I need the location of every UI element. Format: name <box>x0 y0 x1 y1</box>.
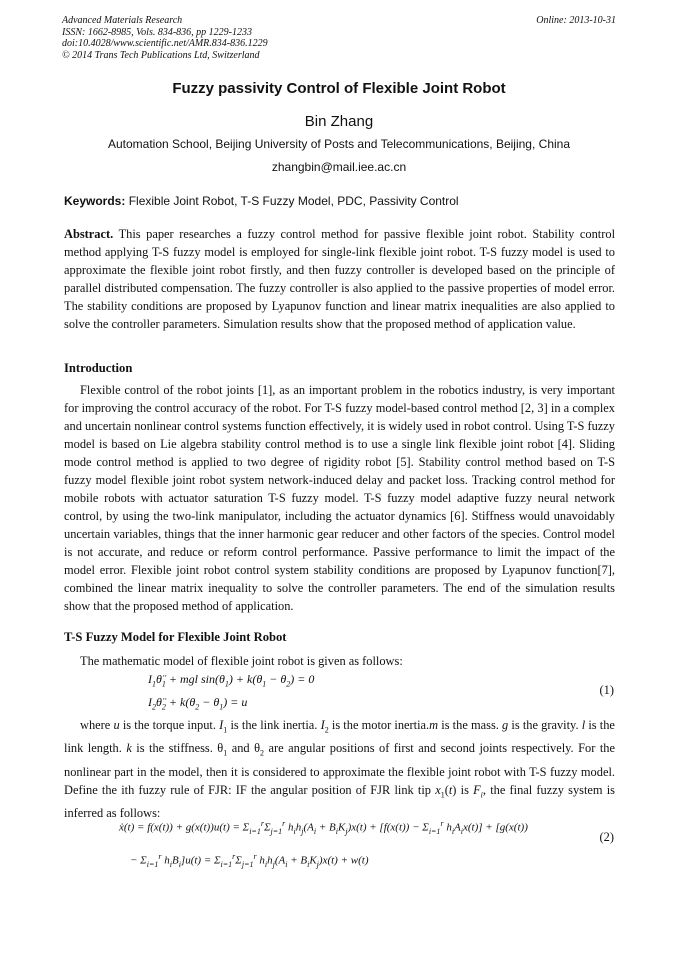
equation-1-line-2: $I_2\thetä_2 + k(\theta_2 - \theta_1) = u$ <box>148 695 248 712</box>
copyright-line: © 2014 Trans Tech Publications Ltd, Switzerland <box>62 49 260 61</box>
introduction-heading: Introduction <box>64 361 133 375</box>
section-heading-ts-fuzzy: T-S Fuzzy Model for Flexible Joint Robot <box>64 630 287 644</box>
paper-title: Fuzzy passivity Control of Flexible Joint Robot <box>172 80 506 97</box>
journal-name: Advanced Materials Research <box>62 15 183 26</box>
introduction-text: Flexible control of the robot joints [1], as an important problem in the robotics industry, is very important for improving the control accuracy of the robot. For T-S fuzzy model-based control method [2, 3] in a complex and uncertain nonlinear control systems function effectively, it is widely used in robot control. Using T-S fuzzy model is based on Lie algebra stability control method is to use a single link flexible joint robot [4]. Sliding mode control method is applied to two degree of rigidity robot [5]. Stability control method based on T-S fuzzy model flexible joint robot system network-induced delay and packet loss. Tracking control method for mobile robots with actuator saturation T-S fuzzy model. T-S fuzzy model adaptive fuzzy neural network control, by using the two-link manipulator, including the actuator dynamics [6]. Stiffness would unavoidably uncertain variables, things that the inner harmonic gear reducer and other factors of the species. Control model is not accurate, and reduce or reform control performance. Passive performance to limit the impact of the model error. Flexible joint robot control system stability conditions are proposed by Lyapunov function[7], combined the linear matrix inequality to solve the controller parameters. The end of the simulation results show that the proposed method of application. <box>64 383 615 613</box>
abstract-label: Abstract. <box>64 227 114 241</box>
section-intro-text: The mathematic model of flexible joint robot is given as follows: <box>80 654 403 668</box>
equation-2-number: (2) <box>599 830 614 844</box>
author-name: Bin Zhang <box>304 113 374 130</box>
doi-line: doi:10.4028/www.scientific.net/AMR.834-836.1229 <box>62 38 268 49</box>
equation-1-number: (1) <box>599 683 614 697</box>
abstract <box>64 225 615 333</box>
issn-line: ISSN: 1662-8985, Vols. 834-836, pp 1229-1233 <box>62 26 252 38</box>
author-email: zhangbin@mail.iee.ac.cn <box>271 160 407 174</box>
equation-2-line-2: − $\Sigma_{i=1}^r$ $h_iB_i]u(t) = \Sigma_{i=1}^r\Sigma_{j=1}^r$ $h_ih_j(A_i + B_iK_j)x(t) + w(t)$ <box>130 852 369 869</box>
online-date: Online: 2013-10-31 <box>536 15 616 26</box>
abstract-text: This paper researches a fuzzy control method for passive flexible joint robot. Stability control method applying T-S fuzzy model is employed for single-link flexible joint robot. T-S fuzzy model is used to approximate the flexible joint robot firstly, and then fuzzy controller is developed based on the principle of parallel distributed compensation. The fuzzy controller is also applied to the passive properties of model error. The stability conditions are proposed by Lyapunov function and linear matrix inequalities are also applied to solve the controller parameters. Simulation results show that the proposed method of application value. <box>64 227 616 331</box>
journal-header <box>62 15 616 61</box>
keywords-text: Flexible Joint Robot, T-S Fuzzy Model, PDC, Passivity Control <box>128 194 459 208</box>
affiliation: Automation School, Beijing University of Posts and Telecommunications, Beijing, China <box>107 137 571 151</box>
keywords <box>64 194 616 208</box>
equation-1-line-1: $I_1\thetä_1$ + mgl $\sin(\theta_1) + k(\theta_1 - \theta_2) = 0$ <box>148 672 315 689</box>
variable-definitions: where u is the torque input. $I_1$ is the link inertia. $I_2$ is the motor inertia.m is the mass. g is the gravity. l is the link length. k is the stiffness. $\theta_1$ and $\theta_2$ are angular positions of first and second joints respectively. For the nonlinear part in the model, then it is considered to approximate the flexible joint robot with T-S fuzzy model. Define the ith fuzzy rule of FJR: IF the angular position of FJR link tip $x_1(t)$ is $F_i$, the final fuzzy system is inferred as follows: <box>64 718 615 821</box>
equation-2-line-1: ẋ(t) = $f(x(t)) + g(x(t))u(t) = \Sigma_{i=1}^r\Sigma_{j=1}^r$ $h_ih_j(A_i + B_iK_j)x(t) + [f(x(t)) - \Sigma_{i=1}^r$ $h_iA_ix(t)] + [g(x(t))$ <box>119 819 528 836</box>
keywords-label: Keywords: <box>64 194 126 208</box>
